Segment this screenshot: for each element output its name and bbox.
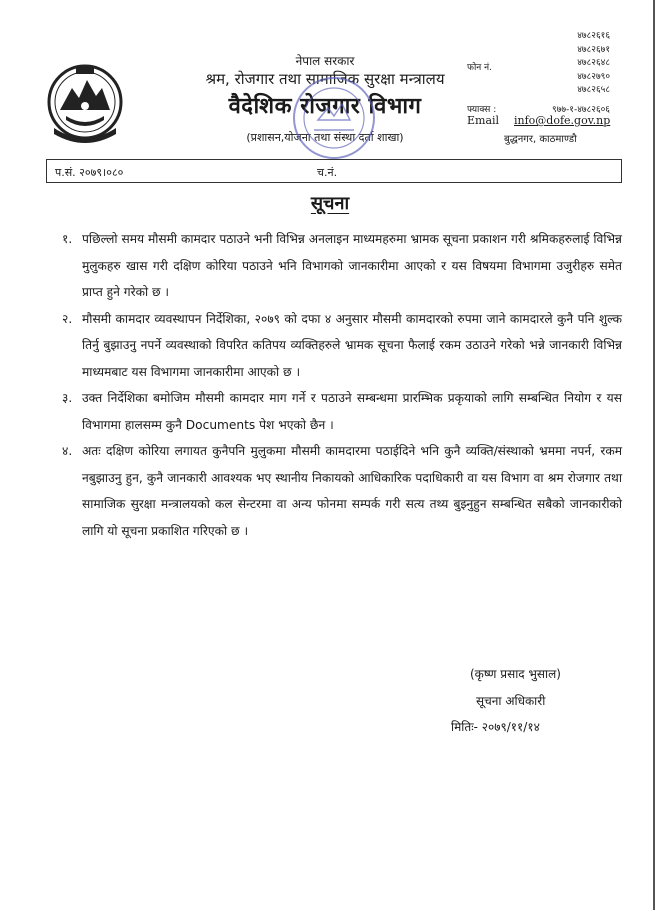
nepal-emblem-icon — [46, 58, 124, 146]
notice-date: मितिः- २०७९/११/१४ — [451, 720, 540, 734]
paragraph-text: मौसमी कामदार व्यवस्थापन निर्देशिका, २०७९ को दफा ४ अनुसार मौसमी कामदारको रुपमा जाने कामदारले कुनै पनि शुल्क तिर्नु बुझाउनु नपर्ने व्यवस्थाको विपरित कतिपय व्यक्तिहरुले भ्रामक सूचना फैलाई रकम उठाउने गरेको भन्ने जानकारी विभिन्न माध्यमबाट यस विभागमा जानकारीमा आएको छ । — [82, 311, 622, 379]
phone-number: ४७८२७९० — [577, 71, 610, 82]
phone-number: ४७८२६४८ — [577, 58, 610, 68]
email-address[interactable]: info@dofe.gov.np — [514, 114, 611, 127]
dispatch-number: च.नं. — [317, 166, 338, 179]
paragraph-text: उक्त निर्देशिका बमोजिम मौसमी कामदार माग गर्ने र पठाउने सम्बन्धमा प्रारम्भिक प्रकृयाको लागि सम्बन्धित नियोग र यस विभागमा हालसम्म कुनै Documents पेश भएको छैन । — [82, 391, 622, 432]
email-label: Email — [467, 114, 500, 127]
branch-name: (प्रशासन,योजना तथा संस्था दर्ता शाखा) — [246, 131, 404, 144]
page-edge-line — [653, 0, 655, 910]
fax-number: ९७७-१-४७८२६०६ — [552, 105, 610, 115]
paragraph-number: २. — [62, 311, 73, 326]
reference-box — [46, 159, 622, 183]
notice-paragraph — [62, 306, 622, 386]
phone-number: ४७८२६७१ — [577, 44, 610, 55]
notice-paragraph — [62, 385, 622, 438]
ministry-name: श्रम, रोजगार तथा सामाजिक सुरक्षा मन्त्रालय — [205, 70, 445, 88]
phone-number: ४७८२६१६ — [577, 31, 610, 41]
signatory-name: (कृष्ण प्रसाद भुसाल) — [470, 667, 561, 681]
office-stamp-icon — [290, 74, 378, 162]
department-name: वैदेशिक रोजगार विभाग — [228, 94, 422, 119]
government-name: नेपाल सरकार — [295, 54, 355, 68]
phone-number: ४७८२६५८ — [577, 85, 610, 95]
paragraph-number: १. — [62, 232, 73, 246]
notice-paragraph — [62, 438, 622, 544]
signatory-role: सूचना अधिकारी — [476, 694, 546, 708]
fax-label: फ्याक्स : — [467, 105, 497, 115]
phone-numbers — [530, 30, 610, 98]
notice-paragraph — [62, 226, 622, 306]
phone-label: फोन नं. — [467, 63, 492, 73]
paragraph-text: अतः दक्षिण कोरिया लगायत कुनैपनि मुलुकमा मौसमी कामदारमा पठाईदिने भनि कुनै व्यक्ति/संस्थाको भ्रममा नपर्न, रकम नबुझाउनु हुन, कुनै जानकारी आवश्यक भए स्थानीय निकायको आधिकारिक पदाधिकारी वा यस विभाग वा श्रम रोजगार तथा सामाजिक सुरक्षा मन्त्रालयको कल सेन्टरमा वा अन्य फोनमा सम्पर्क गरी सत्य तथ्य बुझ्नुहुन सम्बन्धित सबैको जानकारीको लागि यो सूचना प्रकाशित गरिएको छ । — [82, 444, 622, 538]
paragraph-text: पछिल्लो समय मौसमी कामदार पठाउने भनी विभिन्न अनलाइन माध्यमहरुमा भ्रामक सूचना प्रकाशन गरी श्रमिकहरुलाई विभिन्न मुलुकहरु खास गरी दक्षिण कोरिया पठाउने भनि विभागको जानकारीमा आएको र यस विषयमा विभागमा उजुरीहरु समेत प्राप्त हुने गरेको छ । — [82, 232, 622, 299]
letter-serial: प.सं. २०७९।०८० — [55, 166, 124, 179]
notice-body — [62, 226, 622, 544]
paragraph-number: ४. — [62, 444, 73, 458]
office-address: बुद्धनगर, काठमाण्डौ — [504, 134, 577, 145]
notice-title: सूचना — [310, 193, 350, 214]
paragraph-number: ३. — [62, 391, 73, 405]
